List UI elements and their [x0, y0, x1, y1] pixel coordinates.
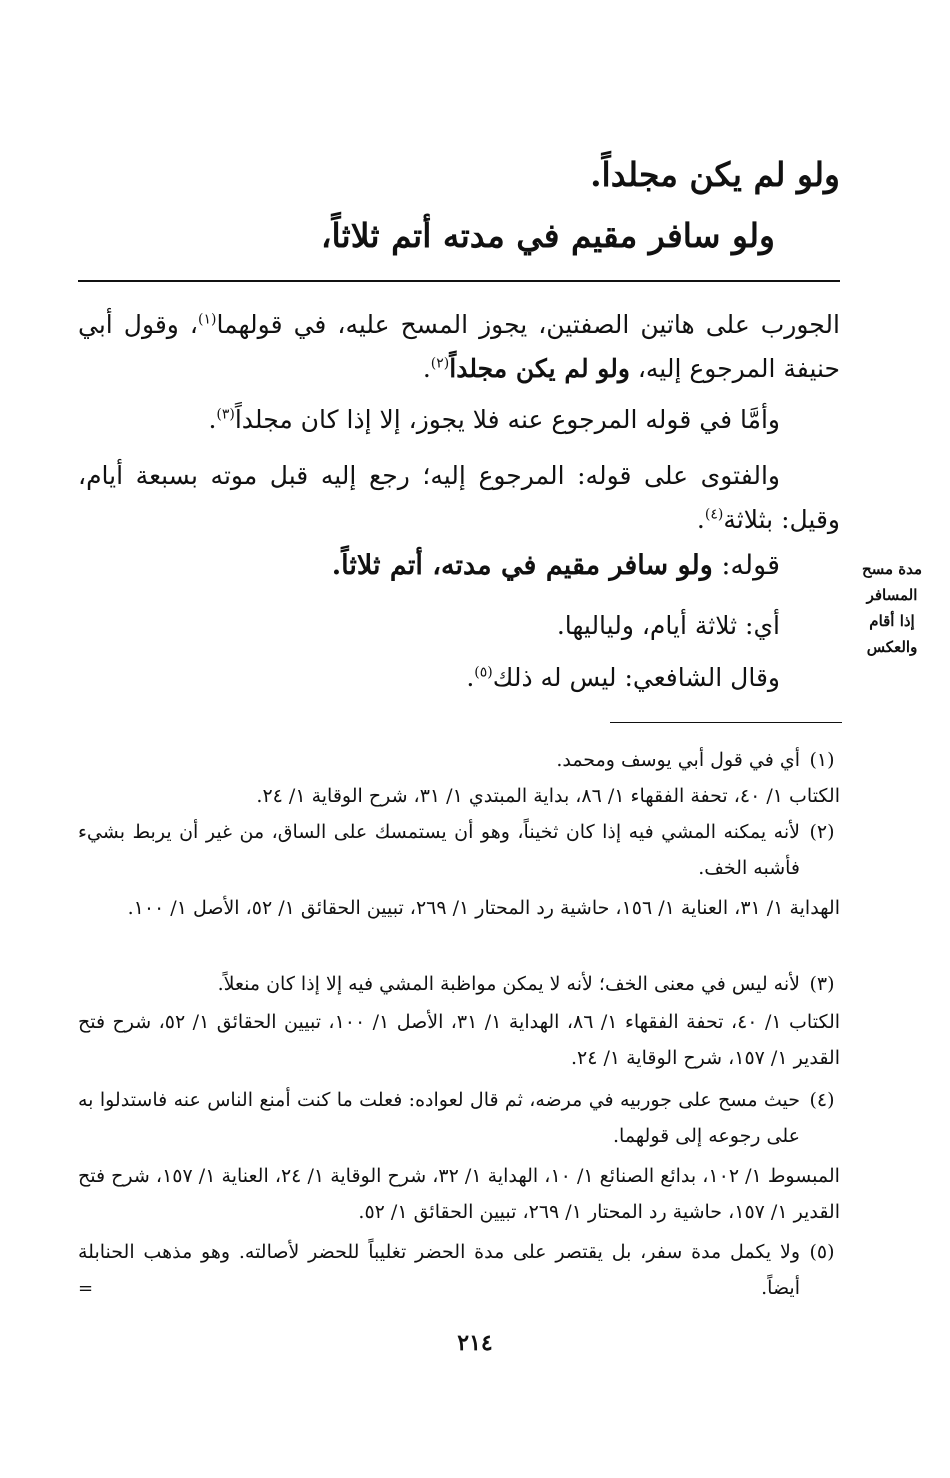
commentary-paragraph-3: [78, 454, 840, 542]
paragraph-text: .: [466, 663, 475, 692]
margin-heading: [852, 556, 932, 660]
page-number: ٢١٤: [457, 1330, 493, 1356]
margin-heading-line: مدة مسح: [861, 560, 923, 578]
footnote-2: [0, 814, 950, 974]
footnote-number: (٢): [809, 821, 835, 843]
footnote-sources: الهداية ١/ ٣١، العناية ١/ ١٥٦، حاشية رد المحتار ١/ ٢٦٩، تبيين الحقائق ١/ ٥٢، الأصل ١/ ١٠٠.: [127, 897, 840, 919]
margin-heading-line: إذا أقام: [869, 612, 915, 630]
matn-line-1: ولو لم يكن مجلداً.: [590, 155, 840, 194]
footnote-ref[interactable]: (٢): [430, 355, 450, 372]
commentary-paragraph-6: [78, 656, 780, 700]
margin-heading-line: والعكس: [866, 638, 918, 656]
footnote-number: (٤): [809, 1089, 835, 1111]
paragraph-text: وقال الشافعي: ليس له ذلك: [492, 663, 780, 692]
footnote-5: [0, 1234, 950, 1314]
footnote-ref[interactable]: (٥): [474, 664, 493, 681]
footnote-ref[interactable]: (٣): [216, 406, 235, 423]
matn-quote: ولو لم يكن مجلداً: [449, 354, 630, 383]
footnote-sources: المبسوط ١/ ١٠٢، بدائع الصنائع ١/ ١٠، الهداية ١/ ٣٢، شرح الوقاية ١/ ٢٤، العناية ١/ ١٥٧، شرح فتح القدير ١/ ١٥٧، حاشية رد المحتار ١/ ٢٦٩، تبيين الحقائق ١/ ٥٢.: [78, 1165, 840, 1223]
matn-divider: [78, 280, 840, 282]
footnote-text: أي في قول أبي يوسف ومحمد.: [556, 749, 800, 771]
footnote-text: ولا يكمل مدة سفر، بل يقتصر على مدة الحضر تغليباً للحضر لأصالته. وهو مذهب الحنابلة أيضاً.: [78, 1241, 800, 1299]
footnote-1: [0, 742, 950, 822]
commentary-paragraph-5: أي: ثلاثة أيام، ولياليها.: [556, 611, 780, 640]
paragraph-text: .: [208, 405, 217, 434]
paragraph-text: قوله:: [712, 550, 780, 581]
footnote-sources: الكتاب ١/ ٤٠، تحفة الفقهاء ١/ ٨٦، بداية المبتدي ١/ ٣١، شرح الوقاية ١/ ٢٤.: [256, 785, 840, 807]
paragraph-text: والفتوى على قوله: المرجوع إليه؛ رجع إليه قبل موته بسبعة أيام، وقيل: بثلاثة: [78, 461, 840, 534]
continuation-mark: =: [78, 1278, 94, 1299]
footnote-sources: الكتاب ١/ ٤٠، تحفة الفقهاء ١/ ٨٦، الهداية ١/ ٣١، الأصل ١/ ١٠٠، تبيين الحقائق ١/ ٥٢، شرح فتح القدير ١/ ١٥٧، شرح الوقاية ١/ ٢٤.: [78, 1011, 841, 1069]
matn-line-2: ولو سافر مقيم في مدته أتم ثلاثاً،: [320, 216, 775, 255]
paragraph-text: .: [422, 354, 431, 383]
footnote-divider: [610, 722, 842, 723]
commentary-paragraph-1: [78, 303, 840, 391]
footnote-number: (١): [809, 749, 835, 771]
paragraph-text: ، وقول أبي حنيفة المرجوع إليه،: [78, 310, 840, 383]
paragraph-text: .: [696, 505, 705, 534]
footnote-number: (٣): [809, 973, 835, 995]
footnote-ref[interactable]: (٤): [704, 506, 724, 523]
footnote-text: لأنه ليس في معنى الخف؛ لأنه لا يمكن مواظبة المشي فيه إلا إذا كان منعلاً.: [217, 973, 800, 995]
footnote-text: حيث مسح على جوربيه في مرضه، ثم قال لعواده: فعلت ما كنت أمنع الناس عنه فاستدلوا به على رجوعه إلى قولهما.: [78, 1089, 800, 1147]
commentary-paragraph-4: [78, 550, 780, 581]
margin-heading-line: المسافر: [866, 586, 918, 604]
matn-quote: ولو سافر مقيم في مدته، أتم ثلاثاً.: [331, 550, 713, 581]
paragraph-text: وأمَّا في قوله المرجوع عنه فلا يجوز، إلا إذا كان مجلداً: [234, 405, 780, 434]
commentary-paragraph-2: [78, 398, 780, 442]
footnote-3: [0, 966, 950, 1086]
footnote-text: لأنه يمكنه المشي فيه إذا كان ثخيناً، وهو أن يستمسك على الساق، من غير أن يربط بشيء فأشبه الخف.: [78, 821, 800, 879]
footnote-4: [0, 1082, 950, 1238]
footnote-ref[interactable]: (١): [197, 311, 217, 328]
paragraph-text: الجورب على هاتين الصفتين، يجوز المسح عليه، في قولهما: [216, 310, 840, 339]
footnote-number: (٥): [809, 1241, 835, 1263]
